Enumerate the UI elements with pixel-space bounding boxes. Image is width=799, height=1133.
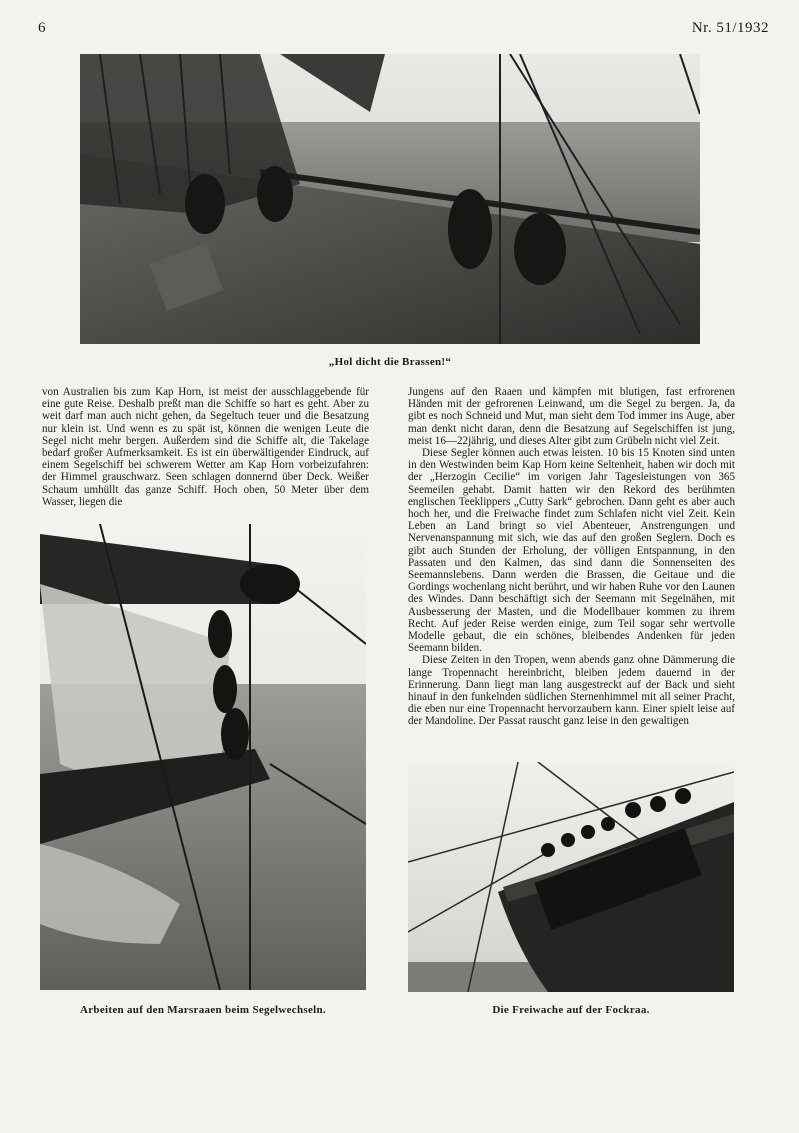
- photo-topsail-yards-sail-change: [40, 524, 366, 990]
- article-paragraph: Diese Zeiten in den Tropen, wenn abends ganz ohne Dämmerung die lange Tropennacht hereinbricht, bleiben jedem dauernd in der Erinnerung. Dann liegt man lang ausgestreckt auf der Back und sieht hinauf in den funkelnden südlichen Sternenhimmel mit all seiner Pracht, die eben nur eine Tropennacht hervorzaubern kann. Einer spielt leise auf der Mandoline. Der Passat rauscht ganz leise in den gewaltigen: [408, 654, 735, 728]
- issue-number: Nr. 51/1932: [691, 20, 769, 36]
- caption-top-photo: „Hol dicht die Brassen!“: [328, 356, 452, 368]
- article-column-right: [408, 386, 735, 728]
- page-number: 6: [38, 20, 46, 36]
- article-paragraph: von Australien bis zum Kap Horn, ist meist der ausschlaggebende für eine gute Reise. Deshalb preßt man die Schiffe so hart es geht. Aber zu weit darf man auch nicht gehen, da Segeltuch teuer und die Besatzung nur klein ist. Und wenn es zu spät ist, können die wenigen Leute die Segel nicht mehr bergen. Außerdem sind die Schiffe alt, die Takelage bedarf großer Aufmerksamkeit. Es ist ein überwältigender Eindruck, auf einem Segelschiff bei schwerem Wetter am Kap Horn vorbeizufahren: der Himmel grauschwarz. Seen schlagen donnernd über Deck. Weißer Schaum umhüllt das ganze Schiff. Hoch oben, 50 Meter über dem Wasser, liegen die: [42, 386, 369, 508]
- caption-right-photo: Die Freiwache auf der Fockraa.: [492, 1004, 650, 1016]
- article-column-left: [42, 386, 369, 508]
- photo-watch-on-foreyard: [408, 762, 734, 992]
- article-paragraph: Diese Segler können auch etwas leisten. 10 bis 15 Knoten sind unten in den Westwinden beim Kap Horn keine Seltenheit, haben wir doch mit der „Herzogin Cecilie“ im vorigen Jahr Tagesleistungen von 365 Seemeilen gehabt. Damit hatten wir den Rekord des berühmten englischen Teeklippers „Cutty Sark“ gebrochen. Dann geht es aber auch hoch her, und die Freiwache findet zum Schlafen nicht viel Zeit. Kein Leben an Land bringt so viel Abenteuer, Anstrengungen und Nervenanspannung mit sich, wie das auf den großen Seglern. Doch es gibt auch Stunden der Erholung, der völligen Entspannung, in den Passaten und den Kalmen, das sind dann die Sonnenseiten des Seemannslebens. Dann werden die Brassen, die Geitaue und die Gordings wochenlang nicht berührt, und wir haben Ruhe vor den Launen des Windes. Dann beschäftigt sich der Seemann mit Segelnähen, mit Ausbesserung der Masten, und die Modellbauer kommen zu ihrem Recht. Auf jeder Reise werden einige, zum Teil sogar sehr wertvolle Modelle gebaut, die ein schönes, bleibendes Andenken für jeden Seemann bilden.: [408, 447, 735, 655]
- caption-left-photo: Arbeiten auf den Marsraaen beim Segelwechseln.: [80, 1004, 326, 1016]
- article-paragraph: Jungens auf den Raaen und kämpfen mit blutigen, fast erfrorenen Händen mit der gefrorenen Leinwand, um die Segel zu bergen. Ja, da gibt es noch Schneid und Mut, man sieht dem Tod immer ins Auge, aber man denkt nicht daran, denn die Besatzung auf Segelschiffen ist jung, meist 16—22jährig, und dieses Alter gibt zum Grübeln nicht viel Zeit.: [408, 386, 735, 447]
- photo-deck-hauling-braces: [80, 54, 700, 344]
